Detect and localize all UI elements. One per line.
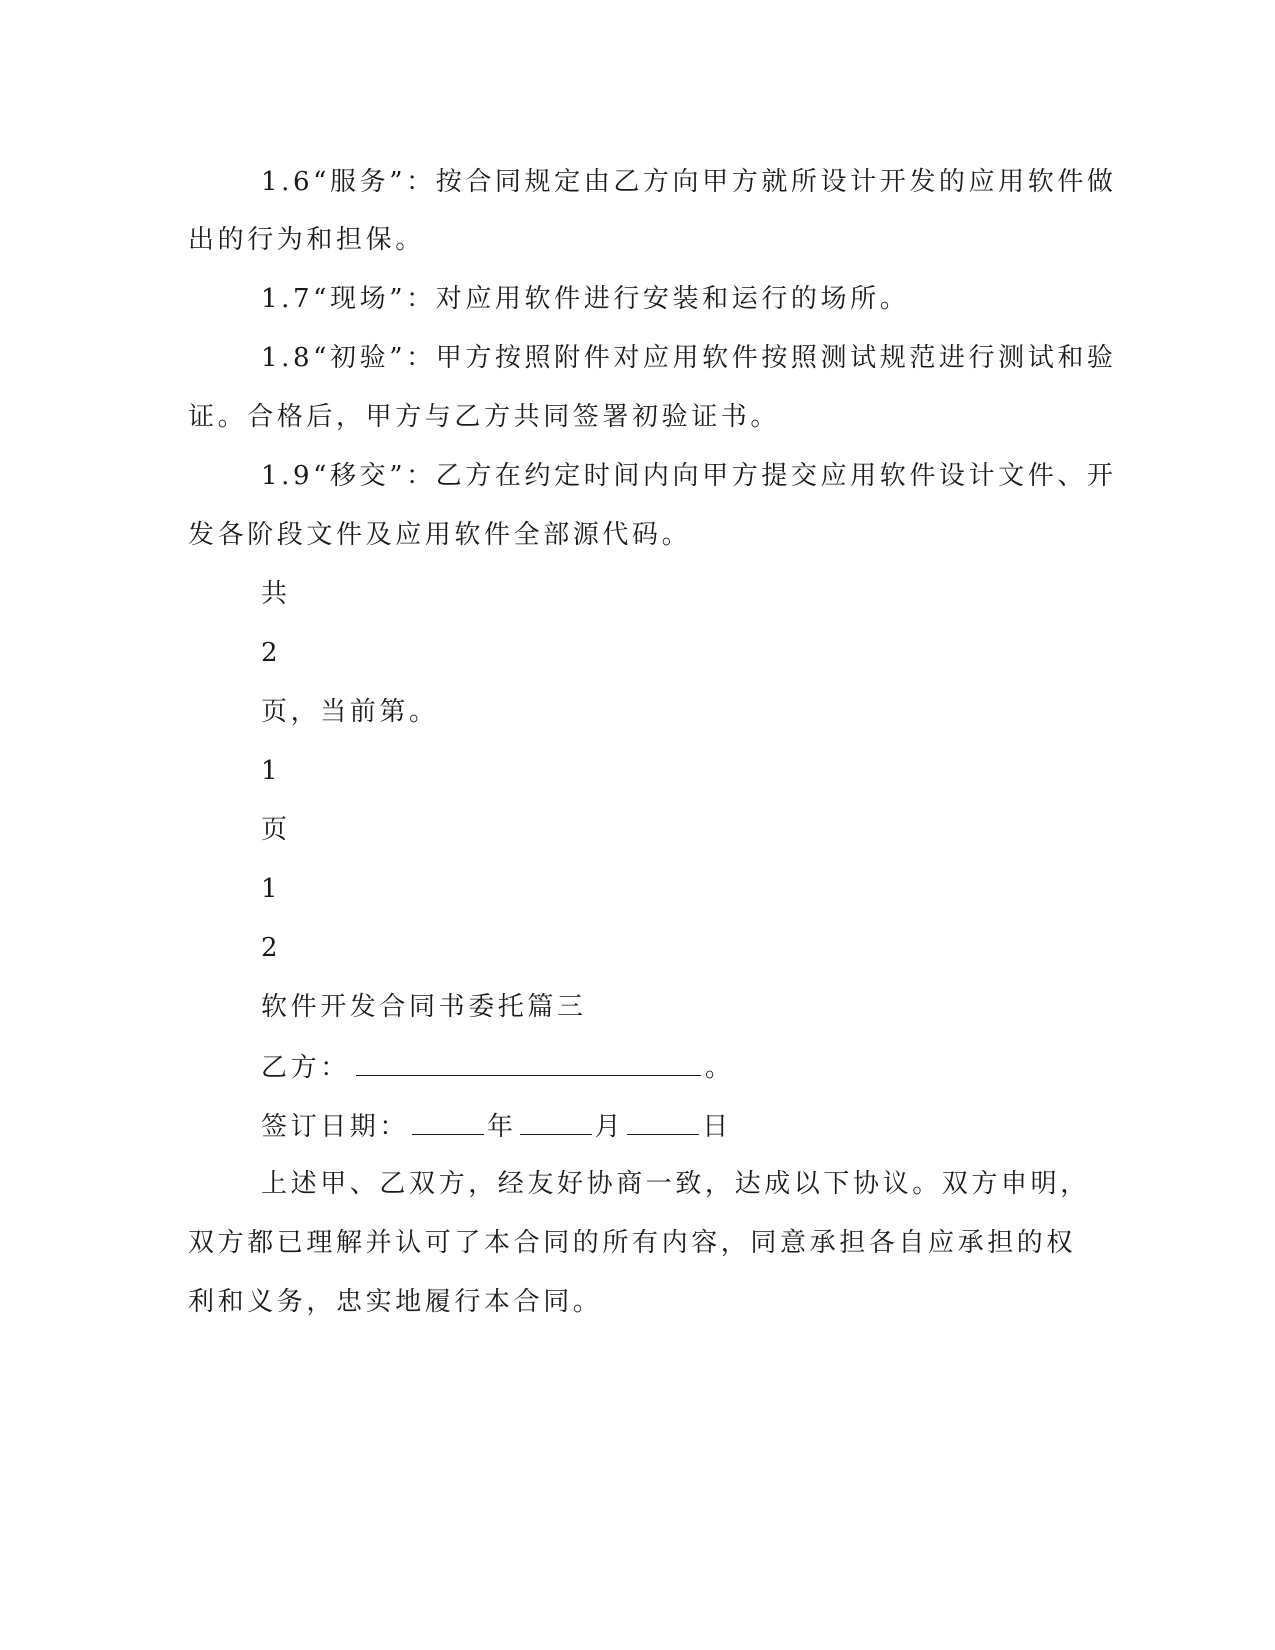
pager-link-1[interactable]: 1 <box>261 874 282 904</box>
day-label: 日 <box>702 1112 732 1142</box>
pager-link-2[interactable]: 2 <box>261 933 282 963</box>
pager-total-prefix: 共 <box>261 579 291 609</box>
party-b-line <box>261 1049 1161 1085</box>
party-b-blank <box>356 1049 701 1076</box>
party-b-label: 乙方： <box>261 1053 350 1083</box>
day-blank <box>627 1108 699 1135</box>
clause-1-9-line-1: 1.9“移交”：乙方在约定时间内向甲方提交应用软件设计文件、开 <box>261 461 1117 491</box>
clause-1-6-line-1: 1.6“服务”：按合同规定由乙方向甲方就所设计开发的应用软件做 <box>261 167 1117 197</box>
year-label: 年 <box>487 1112 517 1142</box>
sign-date-line <box>261 1108 1161 1144</box>
clause-1-8-line-1: 1.8“初验”：甲方按照附件对应用软件按照测试规范进行测试和验 <box>261 343 1117 373</box>
clause-1-9-line-2: 发各阶段文件及应用软件全部源代码。 <box>188 520 692 550</box>
agreement-line-3: 利和义务，忠实地履行本合同。 <box>188 1287 603 1317</box>
clause-1-8-line-2: 证。合格后，甲方与乙方共同签署初验证书。 <box>188 402 781 432</box>
year-blank <box>412 1108 484 1135</box>
month-label: 月 <box>594 1112 625 1142</box>
pager-current-page: 1 <box>261 756 282 786</box>
agreement-line-2: 双方都已理解并认可了本合同的所有内容，同意承担各自应承担的权 <box>188 1228 1077 1258</box>
month-blank <box>520 1108 592 1135</box>
pager-page-suffix: 页 <box>261 815 291 845</box>
section-title: 软件开发合同书委托篇三 <box>261 992 587 1022</box>
pager-total-pages: 2 <box>261 638 282 668</box>
sign-date-label: 签订日期： <box>261 1112 410 1142</box>
clause-1-6-line-2: 出的行为和担保。 <box>188 225 425 255</box>
clause-1-7-line-1: 1.7“现场”：对应用软件进行安装和运行的场所。 <box>261 284 910 314</box>
pager-current-prefix: 页，当前第。 <box>261 697 439 727</box>
party-b-end: 。 <box>704 1053 735 1083</box>
agreement-line-1: 上述甲、乙双方，经友好协商一致，达成以下协议。双方申明， <box>261 1169 1090 1199</box>
